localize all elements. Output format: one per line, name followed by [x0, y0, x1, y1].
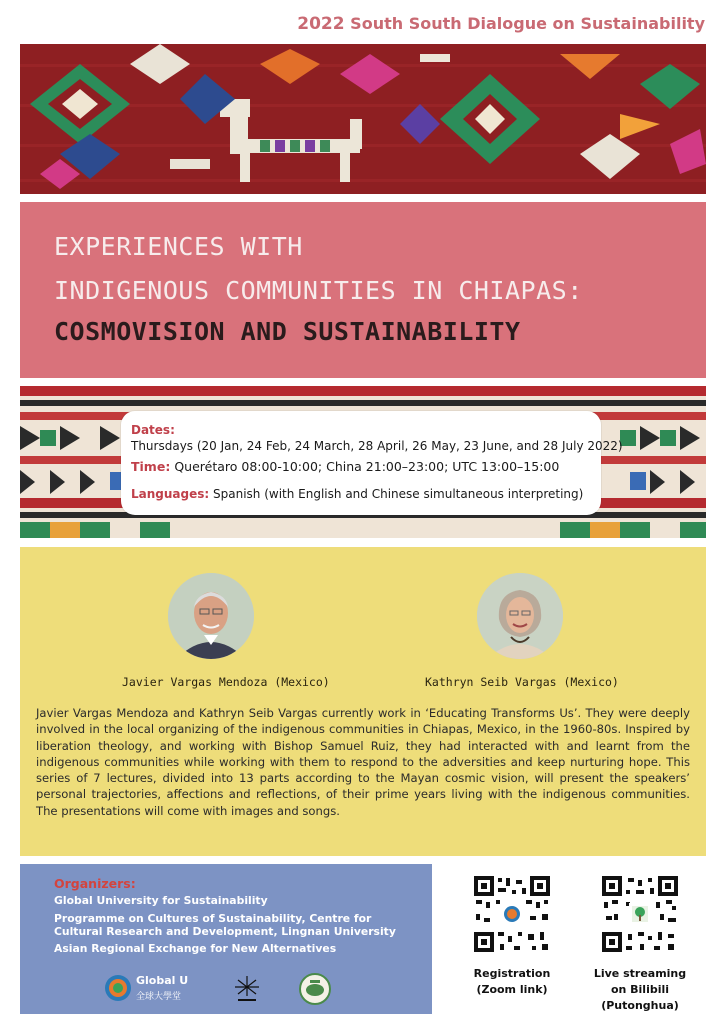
- speaker-name-kathryn: Kathryn Seib Vargas (Mexico): [425, 675, 619, 689]
- arena-logo-icon: [298, 972, 332, 1006]
- title-line-2: INDIGENOUS COMMUNITIES IN CHIAPAS:: [54, 276, 583, 305]
- organizer-arena: Asian Regional Exchange for New Alternatives: [54, 942, 337, 955]
- livestream-qr-code[interactable]: [600, 874, 680, 954]
- languages-label: Languages:: [131, 487, 210, 501]
- ccrd-logo: [232, 974, 262, 1004]
- registration-line-2: (Zoom link): [476, 983, 548, 996]
- global-u-logo-zh: 全球大學堂: [136, 992, 182, 1002]
- ccrd-logo-icon: [232, 974, 262, 1004]
- organizer-global-u: Global University for Sustainability: [54, 894, 268, 907]
- event-title: [0, 14, 705, 34]
- registration-line-1: Registration: [473, 967, 551, 980]
- lecture-title-block: [20, 202, 706, 378]
- dates-value: Thursdays (20 Jan, 24 Feb, 24 March, 28 April, 26 May, 23 June, and 28 July 2022): [131, 439, 623, 453]
- livestream-label: [575, 966, 705, 1014]
- languages-value: Spanish (with English and Chinese simultaneous interpreting): [213, 487, 584, 501]
- global-u-logo: [104, 972, 204, 1004]
- organizer-lingnan: Programme on Cultures of Sustainability, Centre for Cultural Research and Development, Lingnan University: [54, 912, 396, 938]
- livestream-line-2: on Bilibili (Putonghua): [601, 983, 679, 1012]
- speaker-photo-kathryn: [477, 573, 563, 659]
- avatar-illustration: [168, 573, 254, 659]
- speakers-section: [20, 547, 706, 856]
- time-value: Querétaro 08:00-10:00; China 21:00–23:00; UTC 13:00–15:00: [174, 459, 560, 474]
- title-line-1: EXPERIENCES WITH: [54, 232, 303, 261]
- event-details-card: [121, 411, 623, 515]
- event-year: 2022: [297, 14, 345, 34]
- speaker-name-javier: Javier Vargas Mendoza (Mexico): [122, 675, 330, 689]
- time-label: Time:: [131, 459, 171, 474]
- registration-label: [447, 966, 577, 998]
- textile-pattern-top: [20, 44, 706, 194]
- title-line-3: COSMOVISION AND SUSTAINABILITY: [54, 317, 521, 346]
- global-u-logo-en: Global U: [136, 974, 189, 987]
- dates-label: Dates:: [131, 423, 175, 437]
- qr-code-icon: [472, 874, 552, 954]
- avatar-illustration: [477, 573, 563, 659]
- registration-qr-code[interactable]: [472, 874, 552, 954]
- dates-label-row: [131, 423, 175, 437]
- arena-logo: [298, 972, 332, 1006]
- speakers-bio: Javier Vargas Mendoza and Kathryn Seib Vargas currently work in ‘Educating Transforms Us’. They were deeply involved in the local organizing of the indigenous communities in Chiapas, Mexico, in the 1960-80s. Inspired by liberation theology, and working with Bishop Samuel Ruiz, they had interacted with and learnt from the indigenous communities while working with them to respond to the adversities and keep nurturing hope. This series of 7 lectures, divided into 13 parts according to the Mayan cosmic vision, will present the speakers’ personal trajectories, affections and reflections, of their prime years living with the indigenous communities. The presentations will come with images and songs.: [36, 706, 690, 818]
- textile-banner-top: [20, 44, 706, 194]
- event-name: South South Dialogue on Sustainability: [350, 14, 705, 33]
- time-row: [131, 459, 559, 474]
- livestream-line-1: Live streaming: [593, 967, 687, 980]
- organizers-title: Organizers:: [54, 876, 136, 891]
- languages-row: [131, 487, 583, 501]
- qr-code-icon: [600, 874, 680, 954]
- organizers-section: [20, 864, 432, 1014]
- speaker-photo-javier: [168, 573, 254, 659]
